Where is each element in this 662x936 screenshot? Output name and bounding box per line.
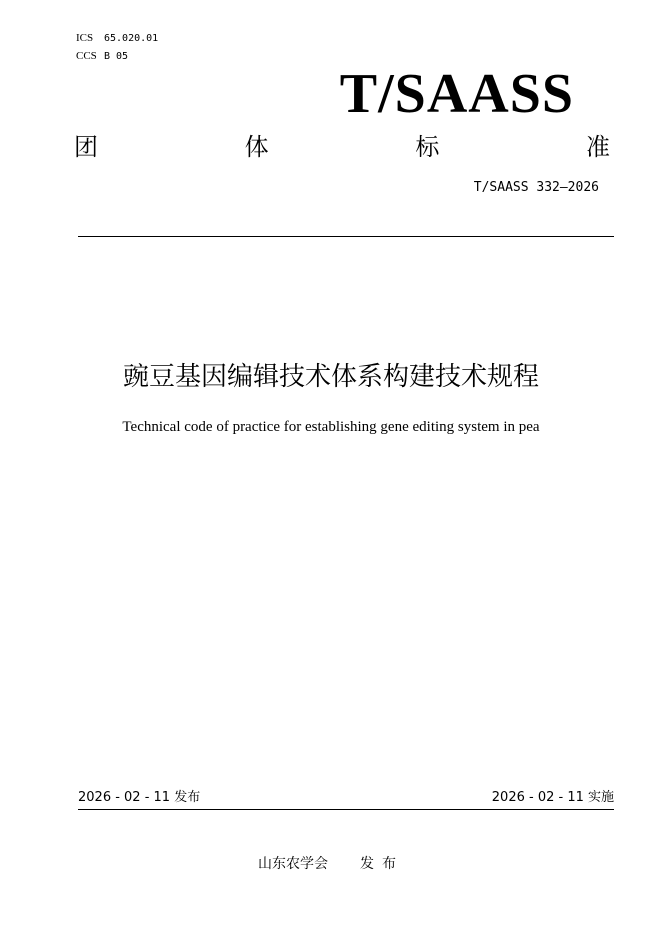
title-chinese: 豌豆基因编辑技术体系构建技术规程	[122, 362, 539, 392]
ccs-value: B 05	[104, 51, 129, 62]
standard-number: T/SAASS 332—2026	[473, 180, 599, 195]
ics-label: ICS	[76, 32, 94, 44]
standard-type	[74, 128, 610, 160]
issuer-line	[0, 855, 662, 873]
ccs-label: CCS	[76, 50, 97, 62]
ics-code	[76, 31, 158, 46]
top-divider	[78, 236, 614, 237]
issuer-action: 发布	[360, 856, 404, 872]
title-english: Technical code of practice for establishing gene editing system in pea	[122, 419, 540, 435]
publish-date: 2026 - 02 - 11 发布	[78, 790, 201, 805]
issuer-name: 山东农学会	[258, 856, 328, 872]
standard-type-char: 标	[415, 132, 440, 161]
implement-date: 2026 - 02 - 11 实施	[491, 790, 614, 805]
ccs-code	[76, 49, 128, 64]
standard-type-char: 体	[244, 132, 269, 161]
organization-brand: T/SAASS	[339, 63, 574, 125]
standard-type-char: 准	[585, 132, 610, 161]
ics-value: 65.020.01	[104, 33, 159, 44]
bottom-divider	[78, 809, 614, 810]
standard-type-char: 团	[74, 132, 98, 161]
